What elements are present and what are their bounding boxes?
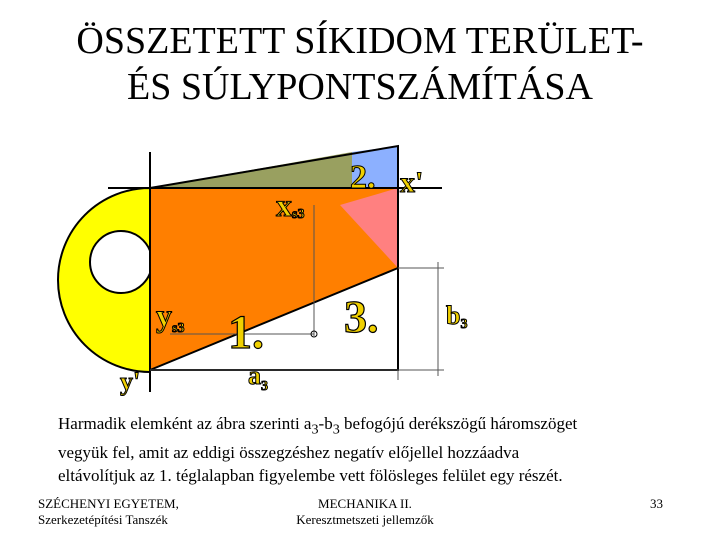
page-number: 33 — [650, 496, 663, 511]
footer-institution: SZÉCHENYI EGYETEM, Szerkezetépítési Tanszék — [38, 496, 179, 527]
caption-line-3: eltávolítjuk az 1. téglalapban figyelembe vett fölösleges felület egy részét. — [58, 466, 563, 486]
b3-label: b3 — [446, 301, 468, 332]
part-2-label: 2. — [350, 159, 376, 196]
y-axis-label: y' — [120, 367, 141, 396]
title-line-2: ÉS SÚLYPONTSZÁMÍTÁSA — [127, 66, 593, 108]
ys3-label: ys3 — [156, 297, 185, 336]
x-axis-label: x' — [400, 166, 424, 199]
xs3-label: xs3 — [276, 187, 305, 223]
caption-line-1: Harmadik elemként az ábra szerinti $a_3-b_3$ befogójú derékszögű háromszöget — [58, 414, 578, 438]
part-1-label: 1. — [228, 306, 264, 359]
footer-course: MECHANIKA II. Keresztmetszeti jellemzők — [296, 496, 434, 527]
a3-label: a3 — [248, 361, 268, 394]
caption-line-2: vegyük fel, amit az eddigi összegzéshez negatív előjellel hozzáadva — [58, 443, 520, 463]
circular-hole — [90, 231, 152, 293]
part-3-label: 3. — [344, 291, 379, 342]
title-line-1: ÖSSZETETT SÍKIDOM TERÜLET- — [76, 20, 644, 62]
caption-text — [58, 412, 678, 487]
